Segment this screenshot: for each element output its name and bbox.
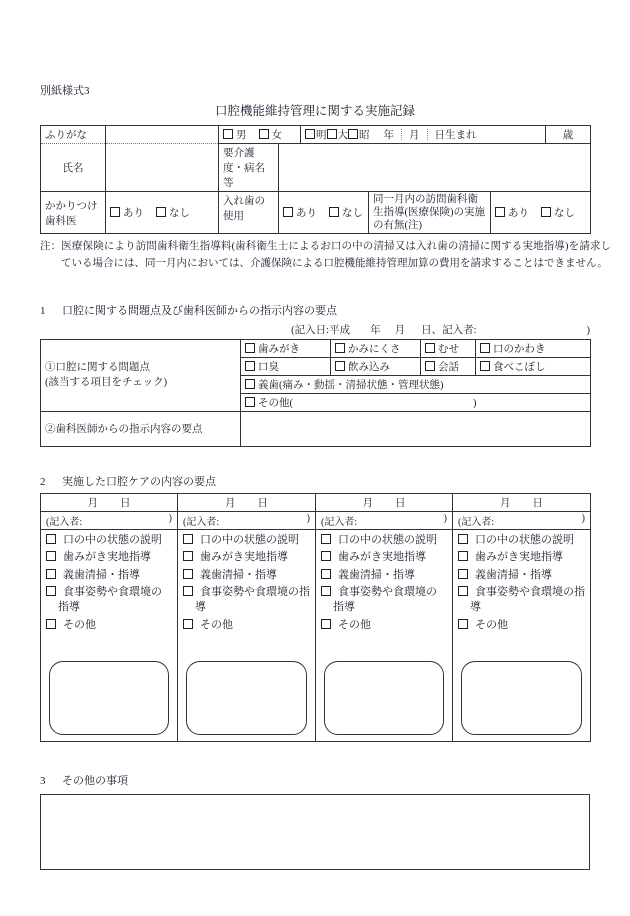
section1-number: 1 xyxy=(40,304,46,317)
denture-label: 入れ歯の使用 xyxy=(219,192,279,234)
recorder-close-paren: ) xyxy=(581,512,585,524)
recorder-label: (記入者: xyxy=(46,516,83,528)
entry-year-label: 年 xyxy=(370,324,381,336)
problems-label-cell xyxy=(41,339,241,411)
section3-title: その他の事項 xyxy=(62,774,128,787)
entry-date-line xyxy=(40,322,590,337)
checkbox-posture-environment[interactable]: 食事姿勢や食環境の指導 xyxy=(46,586,162,613)
entry-close-paren: ) xyxy=(586,324,590,336)
checkbox-era-showa[interactable]: 昭 xyxy=(348,130,370,141)
month-label: 月 xyxy=(500,497,511,509)
instruction-input[interactable] xyxy=(241,411,591,446)
problem-cell xyxy=(331,357,421,375)
recorder-label: (記入者: xyxy=(458,516,495,528)
checkbox-bad-breath[interactable]: 口臭 xyxy=(245,362,279,373)
checkbox-posture-environment[interactable]: 食事姿勢や食環境の指導 xyxy=(183,586,310,613)
furigana-label: ふりがな xyxy=(41,126,106,144)
problem-cell xyxy=(241,375,591,393)
care-level-label: 要介護度・病名等 xyxy=(219,144,279,192)
checkbox-swallowing[interactable]: 飲み込み xyxy=(335,362,390,373)
day-label: 日 xyxy=(120,497,131,509)
checkbox-denture-cleaning[interactable]: 義歯清掃・指導 xyxy=(183,569,277,581)
recorder-close-paren: ) xyxy=(306,512,310,524)
problem-cell xyxy=(476,357,591,375)
entry-month-label: 月 xyxy=(394,324,406,336)
checkbox-care-other[interactable]: その他 xyxy=(183,619,233,631)
section3-heading xyxy=(40,772,590,788)
checkbox-conversation[interactable]: 会話 xyxy=(425,362,459,373)
checkbox-mouth-state[interactable]: 口の中の状態の説明 xyxy=(458,534,574,546)
checkbox-era-taisho[interactable]: 大 xyxy=(327,130,349,141)
recorder-label: (記入者: xyxy=(183,516,220,528)
checkbox-brushing-guidance[interactable]: 歯みがき実地指導 xyxy=(458,551,563,563)
problem-cell xyxy=(331,339,421,357)
problems-label-line2: (該当する項目をチェック) xyxy=(45,377,168,389)
month-label: 月 xyxy=(225,497,236,509)
problems-label-line1: ①口腔に関する問題点 xyxy=(45,361,150,373)
care-recorder-cell-2[interactable] xyxy=(178,511,316,529)
checkbox-dentist-no[interactable]: なし xyxy=(156,208,190,219)
family-dentist-answer-cell xyxy=(106,192,219,234)
checkbox-choking[interactable]: むせ xyxy=(425,344,459,355)
sex-cell xyxy=(219,126,301,144)
dotted-separator-icon xyxy=(427,129,428,140)
problem-cell xyxy=(421,339,476,357)
care-record-table xyxy=(40,493,591,742)
checkbox-brushing-guidance[interactable]: 歯みがき実地指導 xyxy=(321,551,426,563)
care-notes-area[interactable] xyxy=(461,661,582,735)
other-matters-input[interactable] xyxy=(40,794,590,870)
checkbox-chewing-difficulty[interactable]: かみにくさ xyxy=(335,344,401,355)
section2-heading xyxy=(40,473,590,489)
checkbox-denture-yes[interactable]: あり xyxy=(283,208,317,219)
checkbox-visit-no[interactable]: なし xyxy=(541,208,575,219)
birth-year-label: 年 xyxy=(383,130,394,141)
family-dentist-label: かかりつけ歯科医 xyxy=(41,192,106,234)
checkbox-female[interactable]: 女 xyxy=(259,130,283,141)
checkbox-denture-cleaning[interactable]: 義歯清掃・指導 xyxy=(46,569,140,581)
care-date-cell-2[interactable] xyxy=(178,493,316,511)
age-label: 歳 xyxy=(546,126,591,144)
checkbox-mouth-state[interactable]: 口の中の状態の説明 xyxy=(321,534,437,546)
visit-guidance-answer-cell xyxy=(491,192,591,234)
day-label: 日 xyxy=(395,497,406,509)
month-label: 月 xyxy=(87,497,98,509)
recorder-close-paren: ) xyxy=(168,512,172,524)
entry-day-recorder-label: 日、記入者: xyxy=(421,324,477,336)
care-date-cell-1[interactable] xyxy=(41,493,178,511)
name-input[interactable] xyxy=(106,144,219,192)
care-level-input[interactable] xyxy=(279,144,591,192)
visit-guidance-label: 同一月内の訪問歯科衛生指導(医療保険)の実施の有無(注) xyxy=(369,192,491,234)
care-recorder-cell-3[interactable] xyxy=(316,511,453,529)
care-content-cell-1 xyxy=(41,529,178,741)
checkbox-care-other[interactable]: その他 xyxy=(321,619,371,631)
page-title: 口腔機能維持管理に関する実施記録 xyxy=(214,104,415,118)
checkbox-other-problem[interactable]: その他( xyxy=(245,398,293,409)
month-label: 月 xyxy=(362,497,373,509)
checkbox-mouth-state[interactable]: 口の中の状態の説明 xyxy=(183,534,299,546)
checkbox-food-spilling[interactable]: 食べこぼし xyxy=(480,362,546,373)
section1-heading xyxy=(40,302,590,318)
problem-other-cell xyxy=(241,393,591,411)
checkbox-mouth-state[interactable]: 口の中の状態の説明 xyxy=(46,534,162,546)
dotted-separator-icon xyxy=(401,129,402,140)
care-notes-area[interactable] xyxy=(186,661,307,735)
recorder-close-paren: ) xyxy=(443,512,447,524)
checkbox-brushing-guidance[interactable]: 歯みがき実地指導 xyxy=(183,551,288,563)
care-content-cell-2 xyxy=(178,529,316,741)
problem-cell xyxy=(241,339,331,357)
care-date-cell-4[interactable] xyxy=(453,493,591,511)
checkbox-denture-cleaning[interactable]: 義歯清掃・指導 xyxy=(458,569,552,581)
checkbox-posture-environment[interactable]: 食事姿勢や食環境の指導 xyxy=(458,586,585,613)
section2-number: 2 xyxy=(40,475,46,488)
care-notes-area[interactable] xyxy=(49,661,169,735)
problem-cell xyxy=(241,357,331,375)
day-label: 日 xyxy=(257,497,268,509)
birthdate-cell xyxy=(301,126,546,144)
checkbox-denture-no[interactable]: なし xyxy=(329,208,363,219)
care-date-cell-3[interactable] xyxy=(316,493,453,511)
section1-title: 口腔に関する問題点及び歯科医師からの指示内容の要点 xyxy=(62,304,337,317)
checkbox-care-other[interactable]: その他 xyxy=(458,619,508,631)
day-label: 日 xyxy=(532,497,543,509)
care-content-cell-4 xyxy=(453,529,591,741)
problems-table xyxy=(40,339,591,447)
checkbox-care-other[interactable]: その他 xyxy=(46,619,96,631)
section3-number: 3 xyxy=(40,774,46,787)
checkbox-dentist-yes[interactable]: あり xyxy=(110,208,144,219)
care-content-cell-3 xyxy=(316,529,453,741)
problem-cell xyxy=(421,357,476,375)
checkbox-denture-cleaning[interactable]: 義歯清掃・指導 xyxy=(321,569,415,581)
recorder-label: (記入者: xyxy=(321,516,358,528)
furigana-input[interactable] xyxy=(106,126,219,144)
checkbox-posture-environment[interactable]: 食事姿勢や食環境の指導 xyxy=(321,586,437,613)
other-close-paren: ) xyxy=(473,397,477,409)
profile-table xyxy=(40,125,591,234)
section2-title: 実施した口腔ケアの内容の要点 xyxy=(62,475,216,488)
birth-day-label: 日生まれ xyxy=(434,130,477,141)
care-recorder-cell-4[interactable] xyxy=(453,511,591,529)
instruction-label: ②歯科医師からの指示内容の要点 xyxy=(41,411,241,446)
checkbox-brushing-guidance[interactable]: 歯みがき実地指導 xyxy=(46,551,151,563)
entry-prefix: (記入日:平成 xyxy=(291,324,351,336)
form-number-label: 別紙様式3 xyxy=(40,85,90,97)
birth-month-label: 月 xyxy=(409,130,420,141)
checkbox-visit-yes[interactable]: あり xyxy=(495,208,529,219)
checkbox-dry-mouth[interactable]: 口のかわき xyxy=(480,344,546,355)
checkbox-toothbrushing[interactable]: 歯みがき xyxy=(245,344,300,355)
care-notes-area[interactable] xyxy=(324,661,444,735)
checkbox-male[interactable]: 男 xyxy=(223,130,247,141)
denture-answer-cell xyxy=(279,192,369,234)
insurance-note: 注：医療保険により訪問歯科衛生指導料(歯科衛生士によるお口の中の清掃又は入れ歯の清掃に関する実地指導)を請求している場合には、同一月内においては、介護保険による口腔機能維持管理加算の費用を請求することはできません。 xyxy=(40,241,611,269)
name-label: 氏名 xyxy=(41,144,106,192)
checkbox-denture-issues[interactable]: 義歯(痛み・動揺・清掃状態・管理状態) xyxy=(245,380,444,391)
checkbox-era-meiji[interactable]: 明 xyxy=(305,130,327,141)
care-recorder-cell-1[interactable] xyxy=(41,511,178,529)
problem-cell xyxy=(476,339,591,357)
